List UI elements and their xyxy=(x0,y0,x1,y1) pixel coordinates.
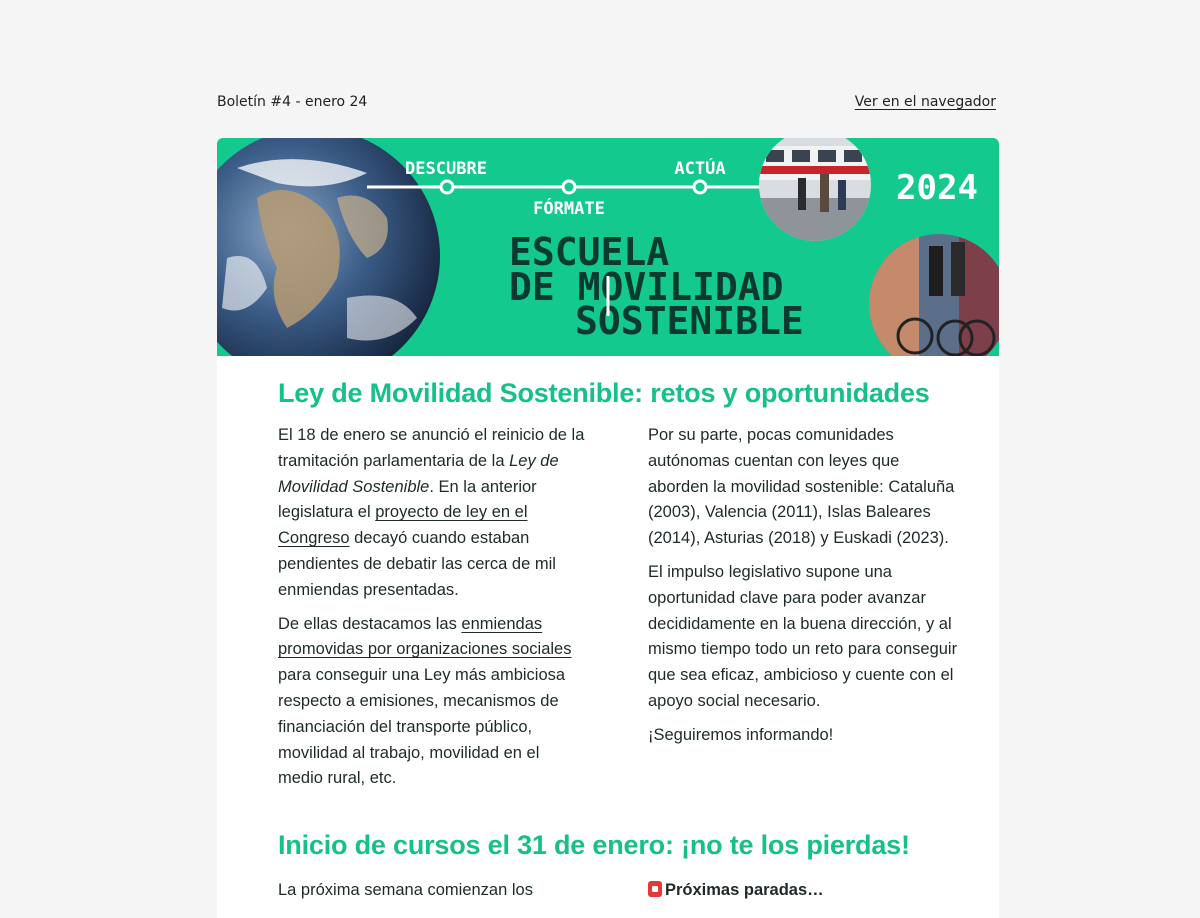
article-legislation xyxy=(278,378,958,800)
amendments-link[interactable]: enmiendas promovidas por organizaciones sociales xyxy=(278,614,572,659)
paragraph: El impulso legislativo supone una oportunidad clave para poder avanzar decididamente en la buena dirección, y al mismo tiempo todo un reto para conseguir que sea eficaz, ambicioso y cuente con el apoyo social necesario. xyxy=(648,562,958,710)
banner-title-line3: SOSTENIBLE xyxy=(575,299,804,343)
step-actua: ACTÚA xyxy=(674,159,726,179)
paragraph: De ellas destacamos las enmiendas promovidas por organizaciones sociales para conseguir una Ley más ambiciosa respecto a emisiones, mecanismos de financiación del transporte público, movilidad al trabajo, movilidad en el medio rural, etc. xyxy=(278,614,572,788)
paragraph: ¡Seguiremos informando! xyxy=(648,725,834,744)
cyclists-photo xyxy=(859,226,999,356)
newsletter-topbar xyxy=(217,92,996,112)
bus-stop-icon xyxy=(648,881,662,897)
banner-title-line2: DE MOVILIDAD xyxy=(509,265,784,309)
banner-title-line1: ESCUELA xyxy=(509,230,670,274)
banner-year: 2024 xyxy=(896,168,978,208)
paragraph: La próxima semana comienzan los xyxy=(278,881,533,899)
issue-label: Boletín #4 - enero 24 xyxy=(217,94,368,110)
train-photo xyxy=(758,138,878,248)
bill-link[interactable]: proyecto de ley en el Congreso xyxy=(278,503,528,548)
paragraph: Por su parte, pocas comunidades autónomas cuentan con leyes que aborden la movilidad sostenible: Cataluña (2003), Valencia (2011), Islas Baleares (2014), Asturias (2018) y Euskadi (2023). xyxy=(648,426,955,548)
banner-graphic xyxy=(217,138,999,356)
step-descubre: DESCUBRE xyxy=(405,159,487,179)
newsletter-card xyxy=(217,138,999,918)
view-in-browser-link[interactable]: Ver en el navegador xyxy=(854,94,996,110)
article-left-column xyxy=(278,423,586,800)
article-title: Inicio de cursos el 31 de enero: ¡no te los pierdas! xyxy=(278,830,910,860)
timeline xyxy=(367,181,777,193)
step-formate: FÓRMATE xyxy=(533,199,605,219)
paragraph: El 18 de enero se anunció el reinicio de la tramitación parlamentaria de la Ley de Movilidad Sostenible. En la anterior legislatura el proyecto de ley en el Congreso decayó cuando estaban pendientes de debatir las cerca de mil enmiendas presentadas. xyxy=(278,426,585,599)
header-banner xyxy=(217,138,999,356)
next-stops-heading: Próximas paradas… xyxy=(648,878,958,904)
article-title: Ley de Movilidad Sostenible: retos y oportunidades xyxy=(278,378,930,408)
article-right-column xyxy=(648,423,958,800)
